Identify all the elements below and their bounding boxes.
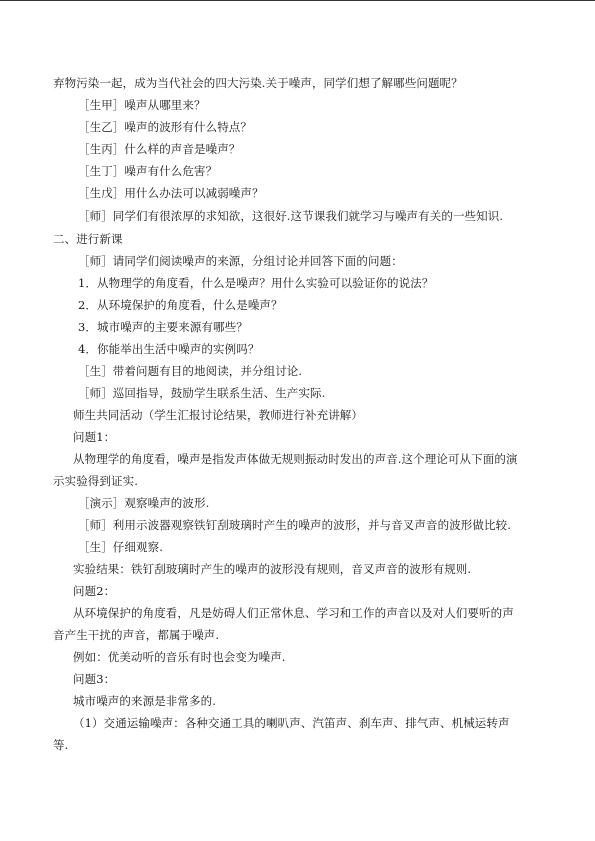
experiment-result: 实验结果：铁钉刮玻璃时产生的噪声的波形没有规则，音叉声音的波形有规则. (73, 562, 472, 576)
question-3-heading: 问题3： (73, 672, 116, 686)
question-1-heading: 问题1： (73, 430, 116, 444)
question-item-2: 2．从环境保护的角度看，什么是噪声？ (78, 298, 283, 312)
question-item-3: 3．城市噪声的主要来源有哪些？ (78, 320, 248, 334)
joint-activity: 师生共同活动（学生汇报讨论结果，教师进行补充讲解） (73, 408, 363, 422)
top-border-rule (0, 0, 595, 1)
answer-1-text-cont: 示实验得到证实. (53, 474, 138, 488)
answer-1-text: 从物理学的角度看，噪声是指发声体做无规则振动时发出的声音.这个理论可从下面的演 (73, 452, 518, 466)
answer-2-text-cont: 音产生干扰的声音，都属于噪声. (53, 628, 220, 642)
question-2-heading: 问题2： (73, 584, 116, 598)
student-question-b: ［生乙］噪声的波形有什么特点？ (78, 120, 252, 134)
student-question-c: ［生丙］什么样的声音是噪声？ (78, 142, 241, 156)
paragraph-continuation: 弃物污染一起，成为当代社会的四大污染.关于噪声，同学们想了解哪些问题呢？ (53, 76, 463, 90)
traffic-noise-item-cont: 等. (53, 738, 69, 752)
teacher-demonstration: ［师］利用示波器观察铁钉刮玻璃时产生的噪声的波形，并与音叉声音的波形做比较. (78, 518, 511, 532)
student-question-d: ［生丁］噪声有什么危害？ (78, 164, 218, 178)
teacher-remark: ［师］同学们有很浓厚的求知欲，这很好.这节课我们就学习与噪声有关的一些知识. (78, 209, 504, 223)
answer-2-text: 从环境保护的角度看，凡是妨碍人们正常休息、学习和工作的声音以及对人们要听的声 (73, 606, 514, 620)
teacher-instruction: ［师］请同学们阅读噪声的来源，分组讨论并回答下面的问题： (78, 254, 403, 268)
traffic-noise-item: （1）交通运输噪声：各种交通工具的喇叭声、汽笛声、刹车声、排气声、机械运转声 (73, 716, 510, 730)
question-item-1: 1．从物理学的角度看，什么是噪声？用什么实验可以验证你的说法？ (78, 276, 434, 290)
teacher-guidance: ［师］巡回指导，鼓励学生联系生活、生产实际. (78, 386, 326, 400)
answer-3-text: 城市噪声的来源是非常多的. (73, 694, 216, 708)
section-heading: 二、进行新课 (53, 232, 123, 246)
demonstration-note: ［演示］观察噪声的波形. (78, 496, 210, 510)
student-question-e: ［生戊］用什么办法可以减弱噪声？ (78, 186, 264, 200)
student-question-a: ［生甲］噪声从哪里来？ (78, 98, 206, 112)
answer-2-example: 例如：优美动听的音乐有时也会变为噪声. (73, 650, 286, 664)
student-observation: ［生］仔细观察. (78, 540, 163, 554)
student-activity: ［生］带着问题有目的地阅读，并分组讨论. (78, 364, 303, 378)
question-item-4: 4．你能举出生活中噪声的实例吗？ (78, 342, 260, 356)
